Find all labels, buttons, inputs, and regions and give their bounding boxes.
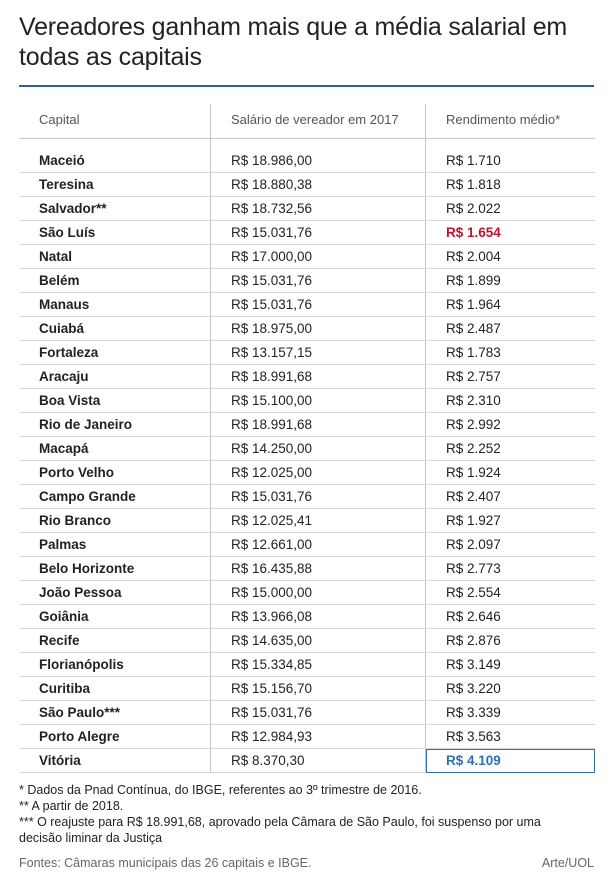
income-cell: R$ 2.876 [426, 629, 596, 653]
capital-cell: Recife [19, 629, 211, 653]
table-row [19, 509, 595, 533]
income-cell: R$ 2.554 [426, 581, 596, 605]
table-row [19, 701, 595, 725]
table-row [19, 149, 595, 173]
income-cell: R$ 1.927 [426, 509, 596, 533]
salary-cell: R$ 12.025,41 [211, 509, 426, 533]
income-cell: R$ 4.109 [426, 749, 596, 773]
capital-cell: Porto Alegre [19, 725, 211, 749]
table-spacer [19, 139, 595, 150]
capital-cell: São Paulo*** [19, 701, 211, 725]
salary-cell: R$ 15.000,00 [211, 581, 426, 605]
income-cell: R$ 2.487 [426, 317, 596, 341]
income-cell: R$ 3.563 [426, 725, 596, 749]
table-row [19, 629, 595, 653]
income-cell: R$ 1.924 [426, 461, 596, 485]
salary-cell: R$ 13.157,15 [211, 341, 426, 365]
income-cell: R$ 1.710 [426, 149, 596, 173]
income-cell: R$ 2.646 [426, 605, 596, 629]
salary-cell: R$ 14.250,00 [211, 437, 426, 461]
capital-cell: Macapá [19, 437, 211, 461]
income-cell: R$ 1.783 [426, 341, 596, 365]
salary-cell: R$ 12.984,93 [211, 725, 426, 749]
table-row [19, 341, 595, 365]
income-cell: R$ 2.757 [426, 365, 596, 389]
capital-cell: Goiânia [19, 605, 211, 629]
footnotes [19, 782, 579, 846]
table-row [19, 317, 595, 341]
capital-cell: Belém [19, 269, 211, 293]
table-row [19, 677, 595, 701]
income-cell: R$ 2.407 [426, 485, 596, 509]
salary-cell: R$ 18.732,56 [211, 197, 426, 221]
capital-cell: Belo Horizonte [19, 557, 211, 581]
capital-cell: Salvador** [19, 197, 211, 221]
title-divider [19, 85, 594, 87]
salary-cell: R$ 18.986,00 [211, 149, 426, 173]
table-header-row [19, 104, 595, 139]
table-row [19, 533, 595, 557]
salary-cell: R$ 14.635,00 [211, 629, 426, 653]
source-text: Fontes: Câmaras municipais das 26 capitais e IBGE. [19, 856, 312, 870]
capital-cell: Cuiabá [19, 317, 211, 341]
salary-cell: R$ 16.435,88 [211, 557, 426, 581]
table-row [19, 221, 595, 245]
table-row [19, 653, 595, 677]
income-cell: R$ 1.964 [426, 293, 596, 317]
income-cell: R$ 2.252 [426, 437, 596, 461]
capital-cell: Fortaleza [19, 341, 211, 365]
capital-cell: Porto Velho [19, 461, 211, 485]
capital-cell: Florianópolis [19, 653, 211, 677]
income-cell: R$ 3.220 [426, 677, 596, 701]
table-row [19, 605, 595, 629]
table-row [19, 389, 595, 413]
capital-cell: Teresina [19, 173, 211, 197]
capital-cell: Rio Branco [19, 509, 211, 533]
table-row [19, 437, 595, 461]
capital-cell: Maceió [19, 149, 211, 173]
table-row [19, 197, 595, 221]
salary-cell: R$ 18.991,68 [211, 365, 426, 389]
salary-cell: R$ 18.991,68 [211, 413, 426, 437]
footer [19, 856, 594, 870]
table-row [19, 461, 595, 485]
income-cell: R$ 3.339 [426, 701, 596, 725]
income-cell: R$ 3.149 [426, 653, 596, 677]
income-cell: R$ 2.004 [426, 245, 596, 269]
column-header-rendimento: Rendimento médio* [426, 104, 596, 139]
table-row [19, 749, 595, 773]
table-row [19, 173, 595, 197]
income-cell: R$ 2.992 [426, 413, 596, 437]
table-row [19, 413, 595, 437]
capital-cell: São Luís [19, 221, 211, 245]
salary-cell: R$ 8.370,30 [211, 749, 426, 773]
income-cell: R$ 1.818 [426, 173, 596, 197]
salary-cell: R$ 15.156,70 [211, 677, 426, 701]
credit-text: Arte/UOL [541, 856, 594, 870]
capital-cell: Natal [19, 245, 211, 269]
salary-cell: R$ 12.025,00 [211, 461, 426, 485]
capital-cell: Campo Grande [19, 485, 211, 509]
table-row [19, 269, 595, 293]
salary-cell: R$ 18.975,00 [211, 317, 426, 341]
salary-cell: R$ 15.334,85 [211, 653, 426, 677]
footnote: * Dados da Pnad Contínua, do IBGE, referentes ao 3º trimestre de 2016. [19, 783, 422, 797]
column-header-capital: Capital [19, 104, 211, 139]
capital-cell: Boa Vista [19, 389, 211, 413]
capital-cell: Manaus [19, 293, 211, 317]
income-cell: R$ 2.310 [426, 389, 596, 413]
capital-cell: Vitória [19, 749, 211, 773]
capital-cell: Rio de Janeiro [19, 413, 211, 437]
income-cell: R$ 2.773 [426, 557, 596, 581]
table-row [19, 293, 595, 317]
income-cell: R$ 1.899 [426, 269, 596, 293]
salary-cell: R$ 15.031,76 [211, 221, 426, 245]
capital-cell: Aracaju [19, 365, 211, 389]
salary-cell: R$ 13.966,08 [211, 605, 426, 629]
salary-cell: R$ 15.031,76 [211, 293, 426, 317]
salary-cell: R$ 15.031,76 [211, 701, 426, 725]
salary-cell: R$ 15.100,00 [211, 389, 426, 413]
salary-cell: R$ 15.031,76 [211, 269, 426, 293]
income-cell: R$ 1.654 [426, 221, 596, 245]
footnote: *** O reajuste para R$ 18.991,68, aprovado pela Câmara de São Paulo, foi suspenso por uma decisão liminar da Justiça [19, 815, 541, 845]
page-title: Vereadores ganham mais que a média salarial em todas as capitais [19, 13, 568, 71]
table-row [19, 485, 595, 509]
table-row [19, 245, 595, 269]
footnote: ** A partir de 2018. [19, 799, 124, 813]
salary-table [19, 104, 595, 773]
salary-cell: R$ 18.880,38 [211, 173, 426, 197]
column-header-salario: Salário de vereador em 2017 [211, 104, 426, 139]
salary-cell: R$ 17.000,00 [211, 245, 426, 269]
table-row [19, 557, 595, 581]
capital-cell: Curitiba [19, 677, 211, 701]
income-cell: R$ 2.097 [426, 533, 596, 557]
table-row [19, 581, 595, 605]
salary-cell: R$ 15.031,76 [211, 485, 426, 509]
capital-cell: João Pessoa [19, 581, 211, 605]
table-row [19, 725, 595, 749]
capital-cell: Palmas [19, 533, 211, 557]
salary-cell: R$ 12.661,00 [211, 533, 426, 557]
income-cell: R$ 2.022 [426, 197, 596, 221]
table-row [19, 365, 595, 389]
table-body [19, 139, 595, 773]
